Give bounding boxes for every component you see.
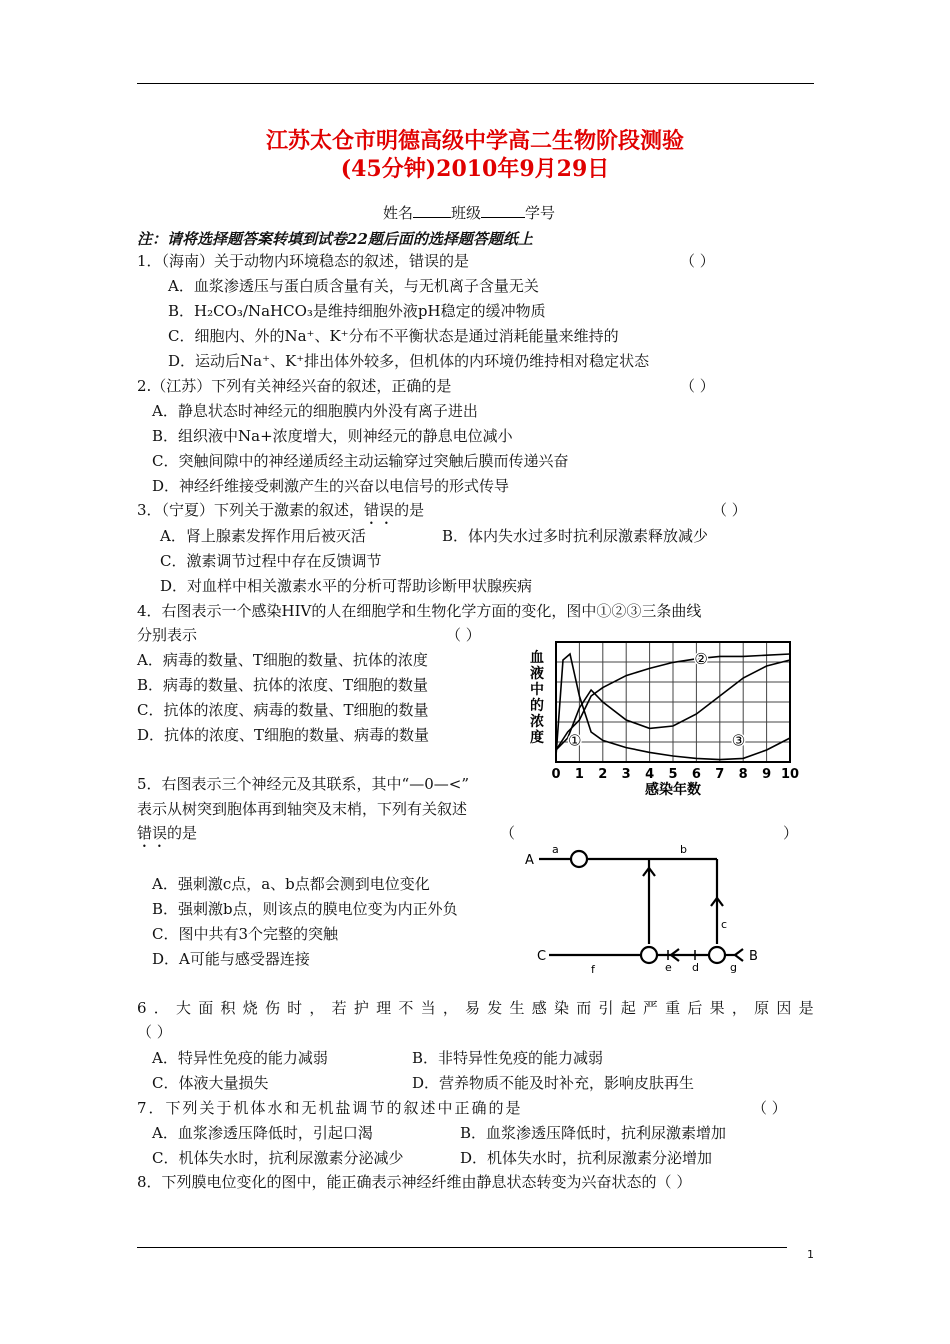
q5-paren-open: （	[500, 824, 516, 842]
x-tick-label: 0	[551, 767, 561, 782]
q1-option-b: B．H₂CO₃/NaHCO₃是维持细胞外液pH稳定的缓冲物质	[168, 302, 546, 320]
q3-option-a: A．肾上腺素发挥作用后被灭活	[160, 527, 366, 545]
q5-option-c: C．图中共有3个完整的突触	[152, 925, 339, 943]
footer-rule	[137, 1247, 787, 1248]
x-tick-label: 4	[645, 767, 655, 782]
chart-tick-labels	[551, 767, 799, 782]
label-B: B	[749, 949, 758, 964]
label-e: e	[665, 961, 672, 974]
q5-option-d: D．A可能与感受器连接	[152, 950, 310, 968]
q8-stem: 8．下列膜电位变化的图中，能正确表示神经纤维由静息状态转变为兴奋状态的（ ）	[137, 1173, 692, 1191]
student-info	[383, 203, 555, 223]
q6-option-d: D．营养物质不能及时补充，影响皮肤再生	[412, 1074, 695, 1092]
title-line-2: (45分钟)2010年9月29日	[340, 156, 610, 182]
chart-y-axis-label: 血液中的浓度	[530, 650, 544, 746]
q5-paren-close: ）	[783, 824, 799, 842]
q4-stem-line-2: 分别表示	[137, 626, 198, 644]
q1-option-d: D．运动后Na⁺、K⁺排出体外较多，但机体的内环境仍维持相对稳定状态	[168, 352, 650, 370]
x-tick-label: 6	[691, 767, 701, 782]
q2-option-d: D．神经纤维接受刺激产生的兴奋以电信号的形式传导	[152, 477, 510, 495]
neuron-middle-soma	[641, 947, 657, 963]
name-blank[interactable]	[413, 203, 451, 218]
name-label: 姓名	[383, 204, 414, 222]
q2-option-c: C．突触间隙中的神经递质经主动运输穿过突触后膜而传递兴奋	[152, 452, 569, 470]
q7-stem: 7．下列关于机体水和无机盐调节的叙述中正确的是	[137, 1099, 523, 1117]
label-a: a	[552, 843, 559, 856]
x-tick-label: 5	[668, 767, 678, 782]
q1-stem: 1．（海南）关于动物内环境稳态的叙述，错误的是	[137, 252, 470, 270]
q2-option-a: A．静息状态时神经元的细胞膜内外没有离子进出	[152, 402, 478, 420]
class-label: 班级	[451, 204, 482, 222]
q3-option-d: D．对血样中相关激素水平的分析可帮助诊断甲状腺疾病	[160, 577, 533, 595]
label-g: g	[730, 961, 737, 974]
q7-option-b: B．血浆渗透压降低时，抗利尿激素增加	[460, 1124, 727, 1142]
label-C: C	[537, 949, 547, 964]
series-label-3: ③	[731, 731, 746, 750]
x-tick-label: 1	[574, 767, 584, 782]
x-tick-label: 8	[738, 767, 748, 782]
title-line-1: 江苏太仓市明德高级中学高二生物阶段测验	[265, 128, 684, 154]
q6-option-b: B．非特异性免疫的能力减弱	[412, 1049, 604, 1067]
label-f: f	[591, 963, 595, 976]
series-label-2: ②	[694, 649, 708, 668]
q3-option-b: B．体内失水过多时抗利尿激素释放减少	[442, 527, 709, 545]
neuron-b-soma	[709, 947, 725, 963]
q5-option-a: A．强刺激c点，a、b点都会测到电位变化	[152, 875, 430, 893]
id-label: 学号	[525, 204, 556, 222]
q5-stem-line-2: 表示从树突到胞体再到轴突及末梢，下列有关叙述	[137, 800, 468, 818]
q2-option-b: B．组织液中Na+浓度增大，则神经元的静息电位减小	[152, 427, 513, 445]
q7-answer-paren: （ ）	[752, 1099, 787, 1117]
chart-grid	[556, 642, 790, 762]
x-tick-label: 3	[621, 767, 631, 782]
q1-option-a: A．血浆渗透压与蛋白质含量有关，与无机离子含量无关	[168, 277, 539, 295]
neuron-a-soma	[571, 851, 587, 867]
q7-option-a: A．血浆渗透压降低时，引起口渴	[152, 1124, 373, 1142]
label-A: A	[525, 853, 534, 868]
neuron-diagram	[525, 838, 765, 978]
x-tick-label: 7	[715, 767, 725, 782]
q7-option-c: C．机体失水时，抗利尿激素分泌减少	[152, 1149, 404, 1167]
q2-answer-paren: （ ）	[680, 377, 715, 395]
q3-stem: 3．（宁夏）下列关于激素的叙述，错误的是	[137, 501, 425, 519]
q2-stem: 2.（江苏）下列有关神经兴奋的叙述，正确的是	[137, 377, 452, 395]
x-tick-label: 9	[762, 767, 772, 782]
q6-stem: 6 ． 大 面 积 烧 伤 时 ， 若 护 理 不 当 ， 易 发 生 感 染 而 引 起 严 重 后 果 ， 原 因 是	[137, 999, 814, 1017]
q6-option-a: A．特异性免疫的能力减弱	[152, 1049, 328, 1067]
q6-option-c: C．体液大量损失	[152, 1074, 269, 1092]
q1-answer-paren: （ ）	[680, 252, 715, 270]
page-number: 1	[807, 1248, 814, 1261]
q5-option-b: B．强刺激b点，则该点的膜电位变为内正外负	[152, 900, 458, 918]
q3-answer-paren: （ ）	[712, 501, 747, 519]
chart-x-axis-label: 感染年数	[645, 782, 701, 798]
label-c: c	[721, 918, 728, 931]
hiv-infection-chart	[520, 632, 810, 802]
x-tick-label: 2	[598, 767, 608, 782]
neuron-b-arrow	[735, 949, 743, 961]
q4-answer-paren: （ ）	[446, 626, 481, 644]
q5-stem-line-3: 错误的是	[137, 824, 198, 842]
q1-option-c: C．细胞内、外的Na⁺、K⁺分布不平衡状态是通过消耗能量来维持的	[168, 327, 619, 345]
label-b: b	[680, 843, 687, 856]
q7-option-d: D．机体失水时，抗利尿激素分泌增加	[460, 1149, 713, 1167]
series-label-1: ①	[567, 731, 582, 750]
instruction-note: 注：请将选择题答案转填到试卷22题后面的选择题答题纸上	[137, 230, 533, 248]
q4-stem-line-1: 4．右图表示一个感染HIV的人在细胞学和生物化学方面的变化，图中①②③三条曲线	[137, 602, 702, 620]
q6-answer-paren: （ ）	[137, 1023, 172, 1041]
q5-stem-line-1: 5．右图表示三个神经元及其联系，其中“—0—<”	[137, 775, 469, 793]
q3-option-c: C．激素调节过程中存在反馈调节	[160, 552, 382, 570]
header-rule	[137, 83, 814, 84]
label-d: d	[692, 961, 699, 974]
q4-option-c: C．抗体的浓度、病毒的数量、T细胞的数量	[137, 701, 429, 719]
q4-option-a: A．病毒的数量、T细胞的数量、抗体的浓度	[137, 651, 428, 669]
q4-option-d: D．抗体的浓度、T细胞的数量、病毒的数量	[137, 726, 430, 744]
q4-option-b: B．病毒的数量、抗体的浓度、T细胞的数量	[137, 676, 429, 694]
x-tick-label: 10	[780, 767, 800, 782]
class-blank[interactable]	[481, 203, 525, 218]
